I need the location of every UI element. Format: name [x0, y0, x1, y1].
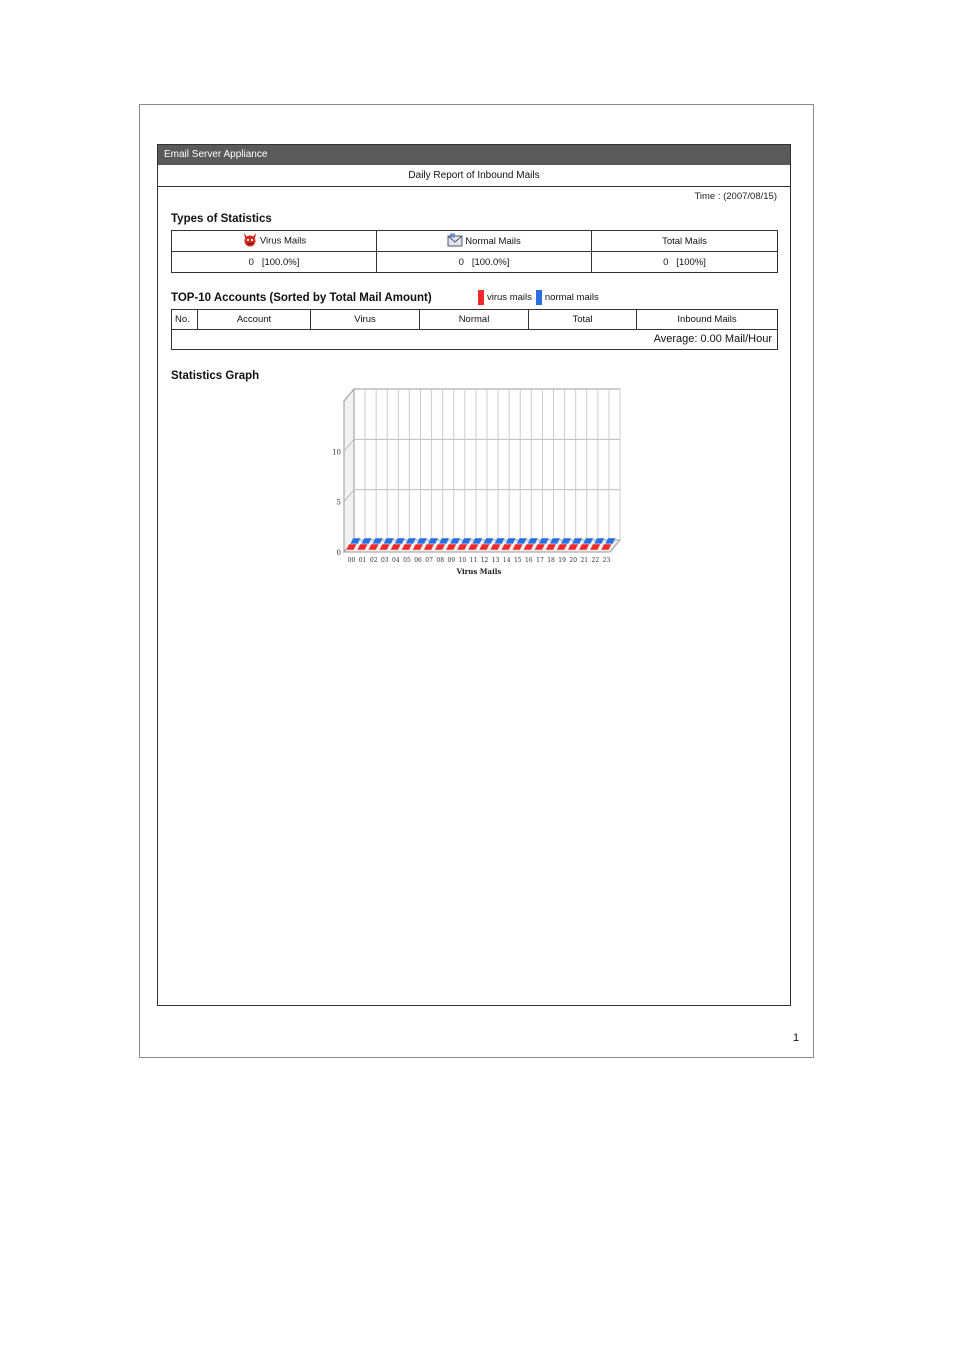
devil-icon [242, 232, 258, 250]
chart-xtick-label: 16 [525, 557, 533, 564]
mail-icon [447, 233, 463, 250]
chart-xtick-label: 23 [602, 557, 611, 564]
virus-mails-value: 0 [100.0%] [172, 252, 377, 273]
chart-xtick-label: 05 [403, 557, 411, 564]
legend-normal-label: normal mails [544, 292, 599, 303]
legend-normal-swatch [536, 290, 542, 305]
chart-xtick-label: 22 [591, 557, 600, 564]
col-inbound-mails: Inbound Mails [637, 310, 778, 330]
chart-xtick-label: 13 [491, 557, 500, 564]
report-frame [157, 144, 791, 1006]
legend-normal [536, 290, 599, 305]
col-total: Total [529, 310, 637, 330]
chart-xtick-label: 17 [536, 557, 544, 564]
chart-xtick-label: 14 [502, 557, 511, 564]
chart-xtick-label: 08 [436, 557, 445, 564]
chart-xtick-label: 07 [425, 557, 433, 564]
chart-ytick-label: 0 [336, 549, 341, 557]
normal-mails-label: Normal Mails [465, 235, 521, 247]
col-normal: Normal [420, 310, 529, 330]
types-value-row [172, 252, 778, 273]
chart-x-axis-label: Virus Mails [456, 567, 502, 576]
statistics-graph [332, 383, 626, 583]
chart-xtick-label: 09 [447, 557, 456, 564]
legend-virus-label: virus mails [487, 292, 532, 303]
top10-legend [478, 290, 603, 305]
chart-xtick-label: 11 [469, 557, 478, 564]
top10-section-title: TOP-10 Accounts (Sorted by Total Mail Amount) [171, 292, 432, 304]
graph-section-title: Statistics Graph [171, 370, 260, 382]
col-account: Account [198, 310, 311, 330]
chart-xtick-label: 03 [380, 557, 389, 564]
top10-header-row [172, 310, 778, 330]
col-no: No. [172, 310, 198, 330]
chart-xtick-label: 01 [358, 557, 367, 564]
virus-mails-label: Virus Mails [259, 235, 307, 247]
legend-virus-swatch [478, 290, 484, 305]
legend-virus [478, 290, 532, 305]
types-table [171, 230, 778, 273]
chart-xtick-label: 10 [458, 557, 467, 564]
normal-mails-value: 0 [100.0%] [377, 252, 592, 273]
chart-ytick-label: 5 [336, 498, 341, 507]
virus-mails-header [172, 231, 377, 252]
chart-left-wall [344, 389, 354, 552]
top10-table [171, 309, 778, 330]
chart-xtick-label: 20 [569, 557, 578, 564]
chart-xtick-label: 04 [392, 557, 400, 564]
total-mails-value: 0 [100%] [592, 252, 778, 273]
chart-xtick-label: 21 [580, 557, 589, 564]
app-title-bar: Email Server Appliance [158, 145, 790, 165]
chart-xtick-label: 02 [369, 557, 378, 564]
chart-xtick-label: 18 [547, 557, 555, 564]
chart-xtick-label: 06 [414, 557, 422, 564]
report-time: Time : (2007/08/15) [694, 191, 777, 202]
chart-xtick-label: 19 [558, 557, 566, 564]
total-mails-header: Total Mails [592, 231, 778, 252]
normal-mails-header [377, 231, 592, 252]
chart-xtick-label: 15 [513, 557, 522, 564]
types-header-row [172, 231, 778, 252]
report-title: Daily Report of Inbound Mails [158, 165, 790, 187]
chart-xtick-label: 00 [347, 557, 356, 564]
col-virus: Virus [311, 310, 420, 330]
chart-ytick-label: 10 [332, 448, 341, 457]
page-number: 1 [793, 1032, 800, 1044]
chart-xtick-label: 12 [480, 557, 489, 564]
types-section-title: Types of Statistics [171, 213, 272, 225]
average-rate: Average: 0.00 Mail/Hour [171, 329, 778, 350]
